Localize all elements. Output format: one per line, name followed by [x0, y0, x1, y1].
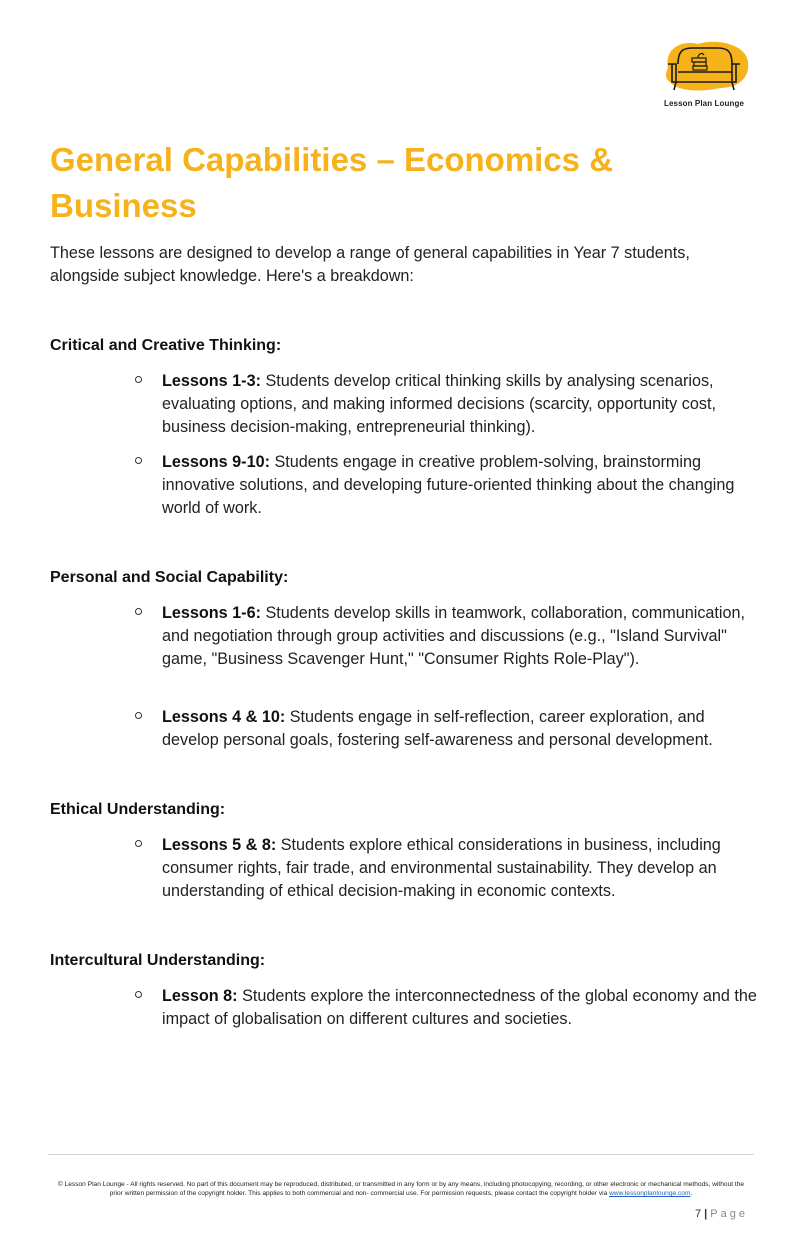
bullet-circle-icon	[135, 376, 142, 383]
copyright-text: © Lesson Plan Lounge - All rights reserved. No part of this document may be reproduced, distributed, or transmitted in any form or by any means, including photocopying, recording, or other electronic or mechanical methods, without the prior written permission of the copyright holder. This applies to both commercial and non- commercial use. For permission requests, please contact the copyright holder via	[57, 1181, 745, 1197]
page-label: Page	[710, 1208, 748, 1220]
list-item	[162, 451, 762, 520]
bullet-circle-icon	[135, 991, 142, 998]
page-title: General Capabilities – Economics & Business	[50, 141, 614, 224]
section-heading-intercultural-understanding: Intercultural Understanding:	[50, 952, 266, 969]
section-heading-personal-social-capability: Personal and Social Capability:	[50, 569, 289, 586]
page-number	[600, 1208, 748, 1220]
lesson-description: Students develop critical thinking skills by analysing scenarios, evaluating options, and making informed decisions (scarcity, opportunity cost, business decision-making, entrepreneurial thinking).	[162, 372, 716, 436]
lesson-label: Lessons 5 & 8:	[162, 836, 277, 854]
website-link[interactable]: www.lessonplanlounge.com	[609, 1190, 691, 1197]
lesson-description: Students develop skills in teamwork, collaboration, communication, and negotiation through group activities and discussions (e.g., "Island Survival" game, "Business Scavenger Hunt," "Consumer Rights Role-Play").	[162, 604, 746, 668]
lesson-description: Students engage in self-reflection, career exploration, and develop personal goals, fostering self-awareness and personal development.	[162, 708, 713, 749]
lesson-description: Students explore the interconnectedness of the global economy and the impact of globalisation on different cultures and societies.	[162, 987, 757, 1028]
section-heading-critical-creative-thinking: Critical and Creative Thinking:	[50, 337, 282, 354]
brand-logo	[654, 38, 754, 114]
bullet-circle-icon	[135, 457, 142, 464]
list-item	[162, 834, 762, 903]
intro-paragraph: These lessons are designed to develop a range of general capabilities in Year 7 students, alongside subject knowledge. Here's a breakdown:	[50, 244, 690, 285]
page-number-value: 7	[694, 1208, 702, 1220]
bullet-circle-icon	[135, 840, 142, 847]
bullet-circle-icon	[135, 712, 142, 719]
list-item	[162, 602, 762, 671]
list-item	[162, 985, 762, 1031]
couch-logo-icon	[658, 38, 750, 96]
copyright-notice	[55, 1180, 747, 1198]
lesson-label: Lesson 8:	[162, 987, 238, 1005]
page-separator: |	[704, 1208, 708, 1220]
section-heading-ethical-understanding: Ethical Understanding:	[50, 801, 226, 818]
list-item	[162, 370, 762, 439]
lesson-description: Students engage in creative problem-solving, brainstorming innovative solutions, and developing future-oriented thinking about the changing world of work.	[162, 453, 735, 517]
lesson-label: Lessons 1-6:	[162, 604, 261, 622]
lesson-description: Students explore ethical considerations in business, including consumer rights, fair trade, and environmental sustainability. They develop an understanding of ethical decision-making in economic contexts.	[162, 836, 721, 900]
list-item	[162, 706, 762, 752]
copyright-end: .	[690, 1190, 693, 1197]
footer-divider	[48, 1154, 754, 1155]
lesson-label: Lessons 9-10:	[162, 453, 270, 471]
lesson-label: Lessons 4 & 10:	[162, 708, 286, 726]
bullet-circle-icon	[135, 608, 142, 615]
logo-text: Lesson Plan Lounge	[663, 99, 745, 108]
lesson-label: Lessons 1-3:	[162, 372, 261, 390]
